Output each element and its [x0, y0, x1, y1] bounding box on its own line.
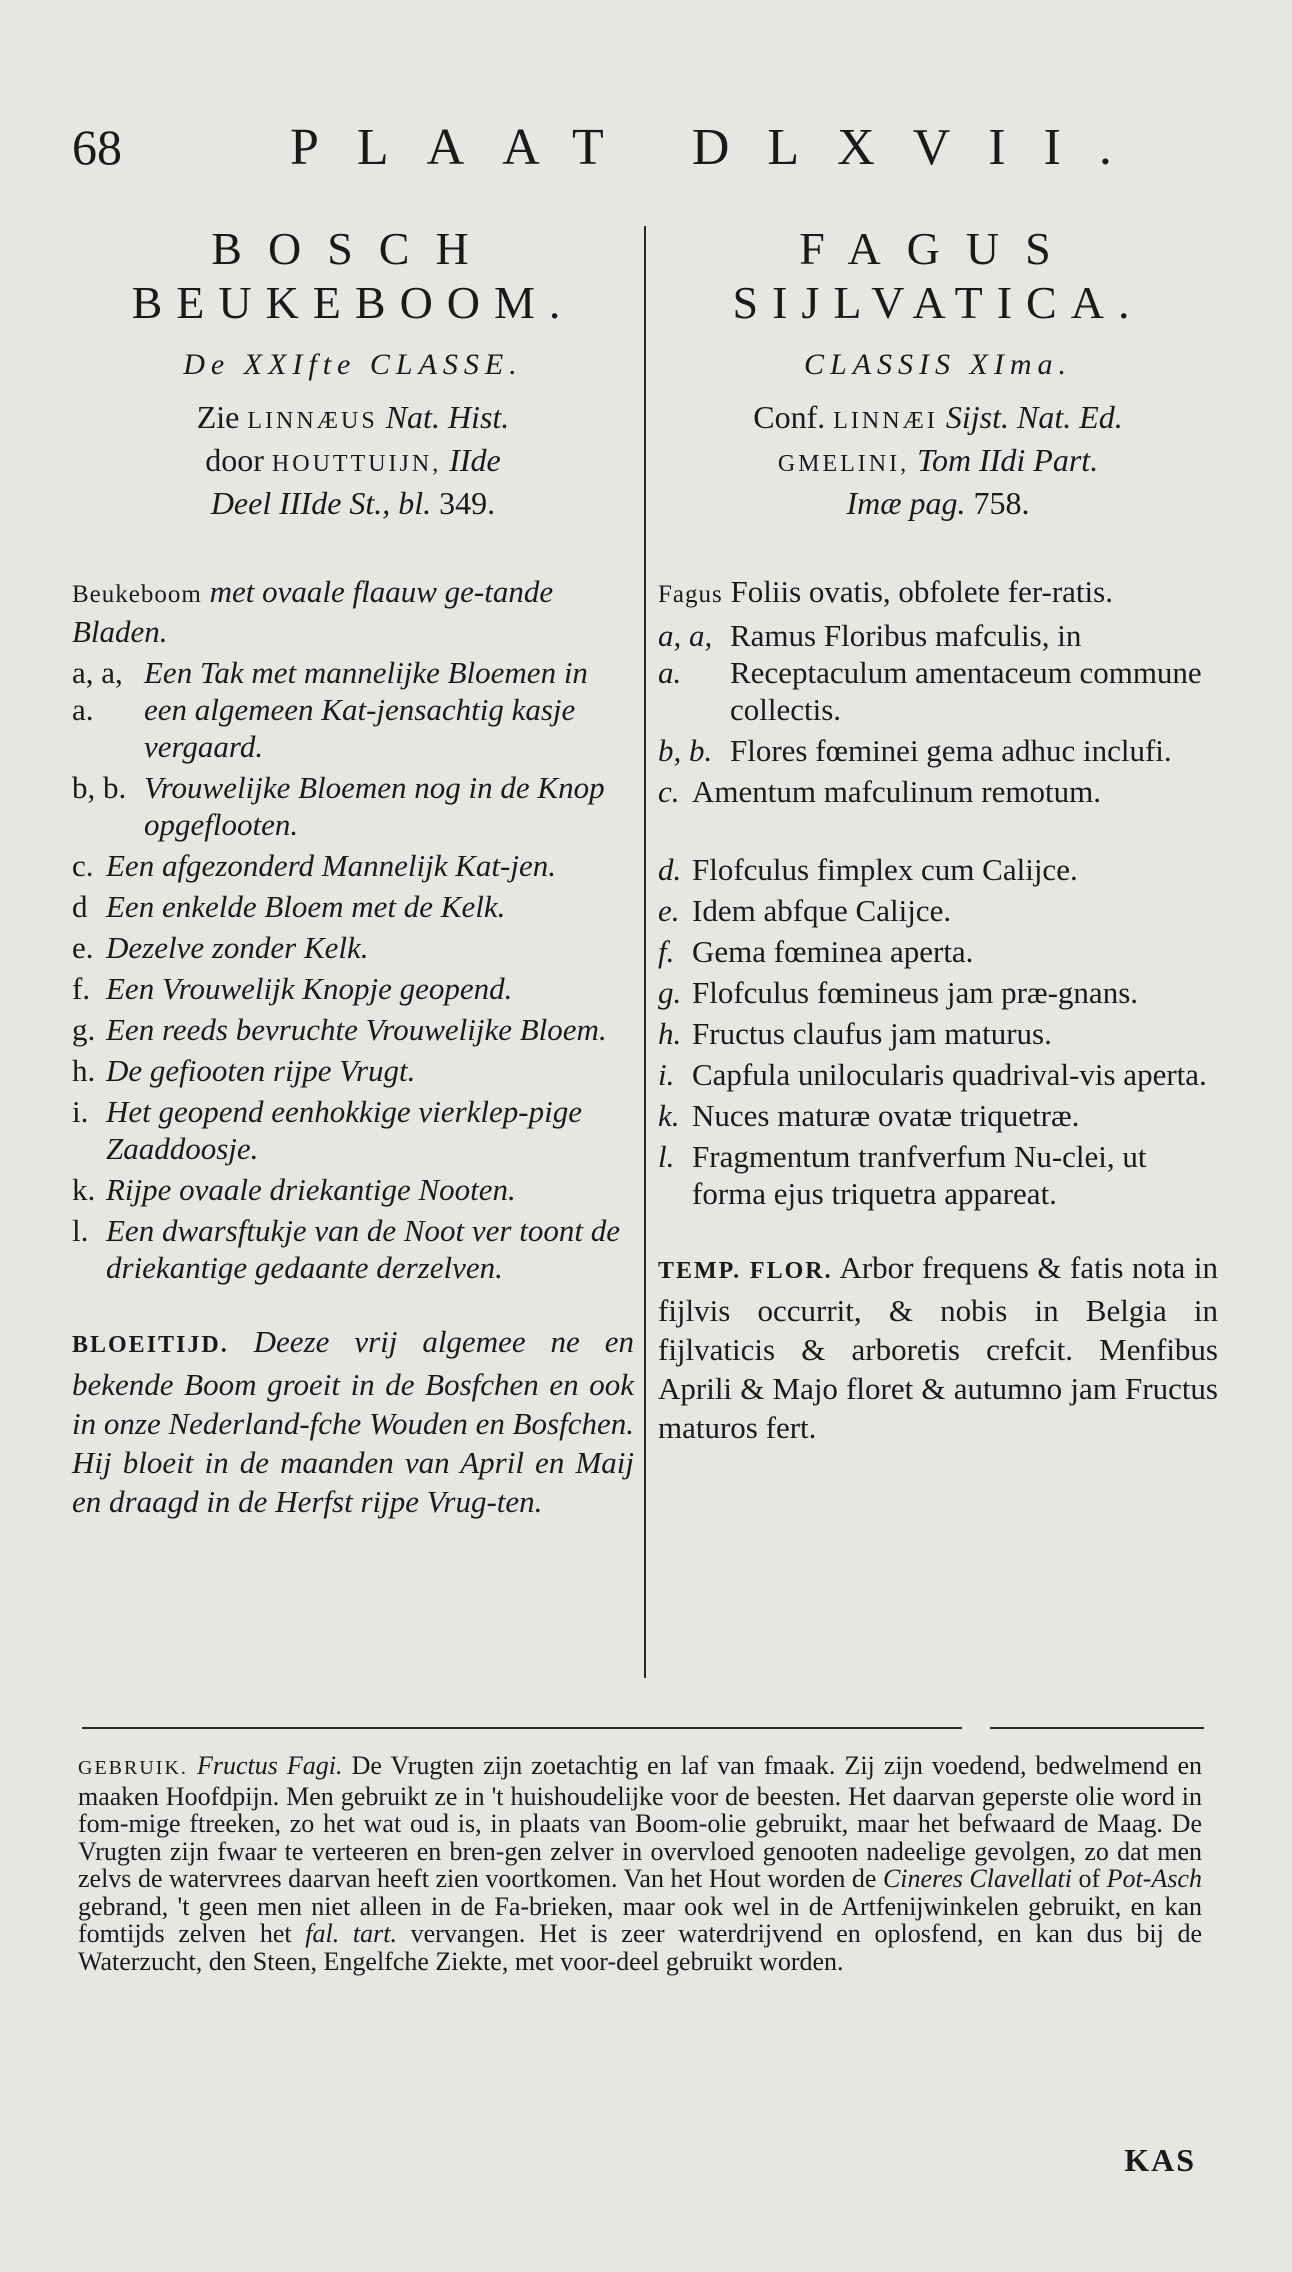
list-item [72, 1011, 634, 1048]
list-item [658, 892, 1218, 929]
list-item [658, 933, 1218, 970]
item-text: Een dwarsftukje van de Noot ver toont de driekantige gedaante derzelven. [106, 1213, 620, 1285]
list-item [658, 1015, 1218, 1052]
list-item [658, 974, 1218, 1011]
item-label: h. [72, 1053, 96, 1088]
ref-part: Deel IIIde St., bl. [210, 485, 432, 521]
flowering-text: Arbor frequens & fatis nota in fijlvis occurrit, & nobis in Belgia in fijlvaticis & arboretis crefcit. Menfibus Aprili & Majo floret & autumno jam Fructus maturos fert. [658, 1250, 1218, 1445]
item-label: i. [658, 1057, 675, 1092]
latin-column [658, 222, 1218, 1447]
item-label: l. [658, 1139, 675, 1174]
lead-text: met ovaale flaauw ge-tande Bladen. [72, 574, 554, 649]
ref-work: Nat. Hist. [377, 399, 510, 435]
usage-term: Pot-Asch [1106, 1864, 1202, 1893]
list-item [72, 929, 634, 966]
item-label: a, a, a. [658, 618, 713, 690]
item-label: h. [658, 1016, 682, 1051]
item-label: c. [72, 848, 94, 883]
lead-term: Beukeboom [72, 581, 202, 608]
item-label: a, a, a. [72, 655, 123, 727]
list-item [72, 654, 634, 765]
ref-text: Conf. [753, 399, 834, 435]
ref-text: Zie [196, 399, 248, 435]
item-text: Gema fœminea aperta. [692, 934, 974, 969]
usage-term: fal. tart. [305, 1919, 397, 1948]
ref-author: GMELINI, [777, 451, 910, 477]
item-text: Nuces maturæ ovatæ triquetræ. [692, 1098, 1080, 1133]
dutch-species-name [72, 222, 634, 330]
item-text: Een Vrouwelijk Knopje geopend. [106, 971, 513, 1006]
catchword: KAS [1124, 2142, 1196, 2178]
ref-volume: Tom IIdi Part. [909, 442, 1099, 478]
footer-rule-short [990, 1727, 1204, 1729]
item-text: Een enkelde Bloem met de Kelk. [106, 889, 506, 924]
item-text: Capfula unilocularis quadrival-vis aperta. [692, 1057, 1207, 1092]
list-item [72, 1171, 634, 1208]
usage-latin-term: Fructus Fagi. [196, 1751, 343, 1780]
item-label: b, b. [658, 733, 713, 768]
item-text: Het geopend eenhokkige vierklep-pige Zaaddoosje. [106, 1094, 582, 1166]
usage-text: vervangen. Het is zeer waterdrijvend en oplosfend, en kan dus bij de Waterzucht, den Steen, Engelfche Ziekte, met voor-deel gebruikt worden. [78, 1919, 1203, 1976]
list-item [72, 888, 634, 925]
dutch-name-line-1: BOSCH [211, 223, 495, 274]
page-header [72, 118, 1222, 198]
item-label: e. [72, 930, 94, 965]
dutch-name-line-2: BEUKEBOOM. [131, 277, 575, 328]
item-text: Flores fœminei gema adhuc inclufi. [730, 733, 1172, 768]
ref-text: door [205, 442, 272, 478]
ref-author: LINNÆI [833, 408, 938, 434]
ref-volume: IIde [441, 442, 501, 478]
dutch-description [72, 573, 634, 1286]
item-label: c. [658, 774, 680, 809]
item-text: Vrouwelijke Bloemen nog in de Knop opgeflooten. [144, 770, 605, 842]
list-item [658, 732, 1218, 769]
latin-name-line-2: SIJLVATICA. [732, 277, 1144, 328]
ref-author: LINNÆUS [247, 408, 378, 434]
item-label: g. [72, 1012, 96, 1047]
item-text: Dezelve zonder Kelk. [106, 930, 369, 965]
usage-text: gebrand, 't geen men niet alleen in de Fa-brieken, maar ook wel in de Artfenijwinkelen gebruikt, en kan fomtijds zelven het [78, 1891, 1202, 1948]
column-divider [644, 226, 646, 1678]
flowering-label: TEMP. FLOR. [658, 1258, 833, 1284]
dutch-classe: De XXIfte CLASSE. [183, 348, 523, 381]
item-text: Ramus Floribus mafculis, in Receptaculum amentaceum commune collectis. [730, 618, 1202, 727]
item-text: Een reeds bevruchte Vrouwelijke Bloem. [106, 1012, 607, 1047]
list-item [658, 1138, 1218, 1212]
list-item [658, 617, 1218, 728]
flowering-text: Deeze vrij algemee ne en bekende Boom groeit in de Bosfchen en ook in onze Nederland-fche Wouden en Bosfchen. Hij bloeit in de maanden van April en Maij en draagd in de Herfst rijpe Vrug-ten. [72, 1324, 634, 1519]
ref-page: 349. [431, 485, 496, 521]
dutch-column [72, 222, 634, 1521]
page-number: 68 [72, 119, 122, 175]
item-text: Fructus claufus jam maturus. [692, 1016, 1052, 1051]
item-label: l. [72, 1213, 89, 1248]
latin-flowering-time [658, 1248, 1218, 1447]
item-label: d. [658, 852, 682, 887]
list-item [658, 1097, 1218, 1134]
item-label: k. [72, 1172, 96, 1207]
item-text: Flofculus fimplex cum Calijce. [692, 852, 1078, 887]
usage-text: of [1071, 1864, 1107, 1893]
list-item [658, 773, 1218, 810]
item-text: Fragmentum tranfverfum Nu-clei, ut forma ejus triquetra appareat. [692, 1139, 1147, 1211]
item-text: Een afgezonderd Mannelijk Kat-jen. [106, 848, 556, 883]
latin-classis: CLASSIS XIma. [804, 348, 1072, 381]
dutch-lead [72, 573, 634, 650]
usage-term: Cineres Clavellati [882, 1864, 1072, 1893]
item-text: Flofculus fœmineus jam præ-gnans. [692, 975, 1139, 1010]
item-text: Een Tak met mannelijke Bloemen in een algemeen Kat-jensachtig kasje vergaard. [144, 655, 588, 764]
item-text: De gefiooten rijpe Vrugt. [106, 1053, 416, 1088]
dutch-reference [72, 398, 634, 523]
item-label: f. [658, 934, 675, 969]
plate-title: PLAAT DLXVII. [290, 119, 1150, 176]
latin-lead [658, 573, 1218, 613]
list-item [72, 1212, 634, 1286]
lead-text: Foliis ovatis, obfolete fer-ratis. [722, 574, 1113, 609]
list-item [72, 1093, 634, 1167]
item-text: Idem abfque Calijce. [692, 893, 952, 928]
ref-work: Sijst. Nat. Ed. [937, 399, 1123, 435]
ref-author: HOUTTUIJN, [271, 451, 442, 477]
usage-paragraph [78, 1752, 1202, 1975]
item-text: Amentum mafculinum remotum. [692, 774, 1101, 809]
flowering-label: BLOEITIJD. [72, 1332, 229, 1358]
latin-species-name [658, 222, 1218, 330]
ref-page: 758. [965, 485, 1030, 521]
item-label: f. [72, 971, 91, 1006]
list-item [72, 1052, 634, 1089]
usage-text: De Vrugten zijn zoetachtig en laf van fmaak. Zij zijn voedend, bedwelmend en maaken Hoofdpijn. Men gebruikt ze in 't huishoudelijke voor de beesten. Het daarvan geperste olie word in fom-mige ftreeken, zo het wat oud is, in plaats van Boom-olie gebruikt, maar het befwaard de Maag. De Vrugten zijn fwaar te verteeren en bren-gen zelver in overvloed genooten nadeelige gevolgen, zo dat men zelvs de watervrees daarvan heeft zien voortkomen. Van het Hout worden de [78, 1751, 1202, 1893]
item-label: g. [658, 975, 682, 1010]
list-item [658, 851, 1218, 888]
latin-name-line-1: FAGUS [799, 223, 1077, 274]
latin-description [658, 573, 1218, 1212]
item-label: d [72, 889, 88, 924]
usage-label: GEBRUIK. [78, 1757, 188, 1779]
list-item [658, 1056, 1218, 1093]
footer-rule [82, 1727, 962, 1729]
list-item [72, 847, 634, 884]
latin-reference [658, 398, 1218, 523]
list-item [72, 970, 634, 1007]
item-label: e. [658, 893, 680, 928]
dutch-flowering-time [72, 1322, 634, 1521]
lead-term: Fagus [658, 581, 723, 608]
list-item [72, 769, 634, 843]
item-label: k. [658, 1098, 680, 1133]
item-label: b, b. [72, 770, 127, 805]
ref-part: Imæ pag. [846, 485, 966, 521]
item-text: Rijpe ovaale driekantige Nooten. [106, 1172, 516, 1207]
item-label: i. [72, 1094, 89, 1129]
